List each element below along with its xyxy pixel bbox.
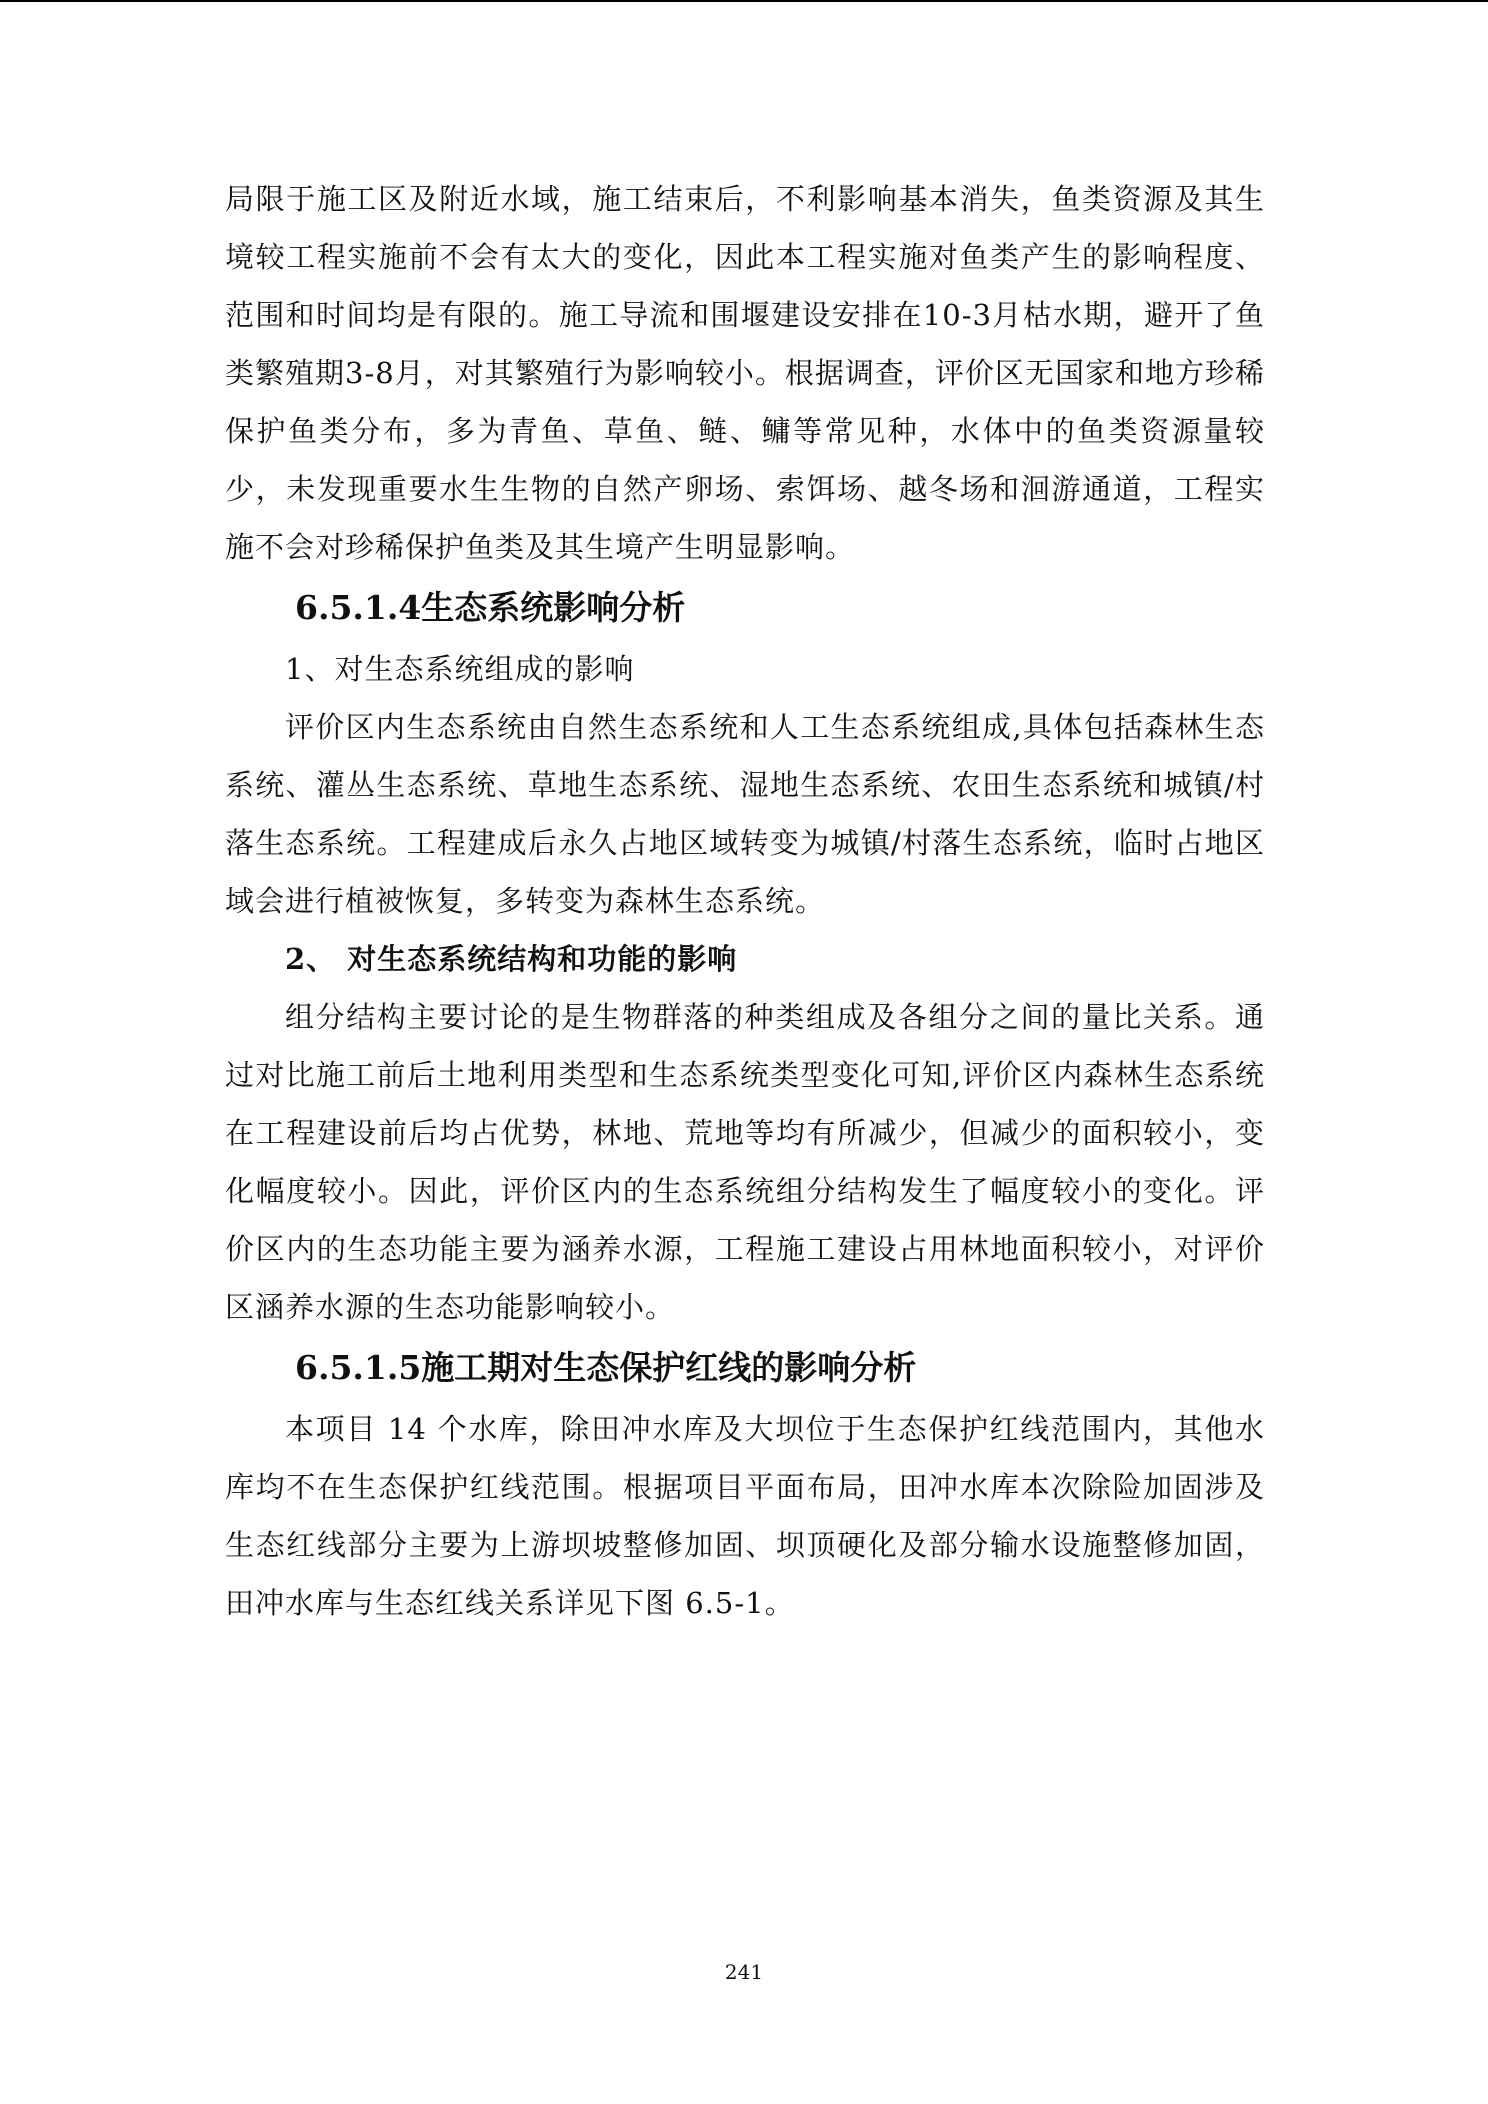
document-body: [225, 170, 1265, 1632]
paragraph-fish-impact: 局限于施工区及附近水域，施工结束后，不利影响基本消失，鱼类资源及其生境较工程实施前不会有太大的变化，因此本工程实施对鱼类产生的影响程度、范围和时间均是有限的。施工导流和围堰建设安排在10-3月枯水期，避开了鱼类繁殖期3-8月，对其繁殖行为影响较小。根据调查，评价区无国家和地方珍稀保护鱼类分布，多为青鱼、草鱼、鲢、鳙等常见种，水体中的鱼类资源量较少，未发现重要水生生物的自然产卵场、索饵场、越冬场和洄游通道，工程实施不会对珍稀保护鱼类及其生境产生明显影响。: [225, 182, 1265, 564]
paragraph-redline-impact: 本项目 14 个水库，除田冲水库及大坝位于生态保护红线范围内，其他水库均不在生态保护红线范围。根据项目平面布局，田冲水库本次除险加固涉及生态红线部分主要为上游坝坡整修加固、坝顶硬化及部分输水设施整修加固，田冲水库与生态红线关系详见下图 6.5-1。: [225, 1412, 1265, 1620]
section-heading-6-5-1-4: 6.5.1.4生态系统影响分析: [295, 588, 686, 627]
paragraph-ecosystem-structure: 组分结构主要讨论的是生物群落的种类组成及各组分之间的量比关系。通过对比施工前后土地利用类型和生态系统类型变化可知,评价区内森林生态系统在工程建设前后均占优势，林地、荒地等均有所减少，但减少的面积较小，变化幅度较小。因此，评价区内的生态系统组分结构发生了幅度较小的变化。评价区内的生态功能主要为涵养水源，工程施工建设占用林地面积较小，对评价区涵养水源的生态功能影响较小。: [225, 1000, 1265, 1324]
paragraph-ecosystem-composition: 评价区内生态系统由自然生态系统和人工生态系统组成,具体包括森林生态系统、灌丛生态系统、草地生态系统、湿地生态系统、农田生态系统和城镇/村落生态系统。工程建成后永久占地区域转变为城镇/村落生态系统，临时占地区域会进行植被恢复，多转变为森林生态系统。: [225, 710, 1265, 918]
top-border-line: [0, 0, 1488, 2]
section-heading-6-5-1-5: 6.5.1.5施工期对生态保护红线的影响分析: [295, 1348, 917, 1387]
page-number: 241: [724, 1960, 764, 1984]
subheading-ecosystem-structure: 2、 对生态系统结构和功能的影响: [285, 942, 738, 976]
subheading-ecosystem-composition: 1、对生态系统组成的影响: [285, 652, 635, 686]
